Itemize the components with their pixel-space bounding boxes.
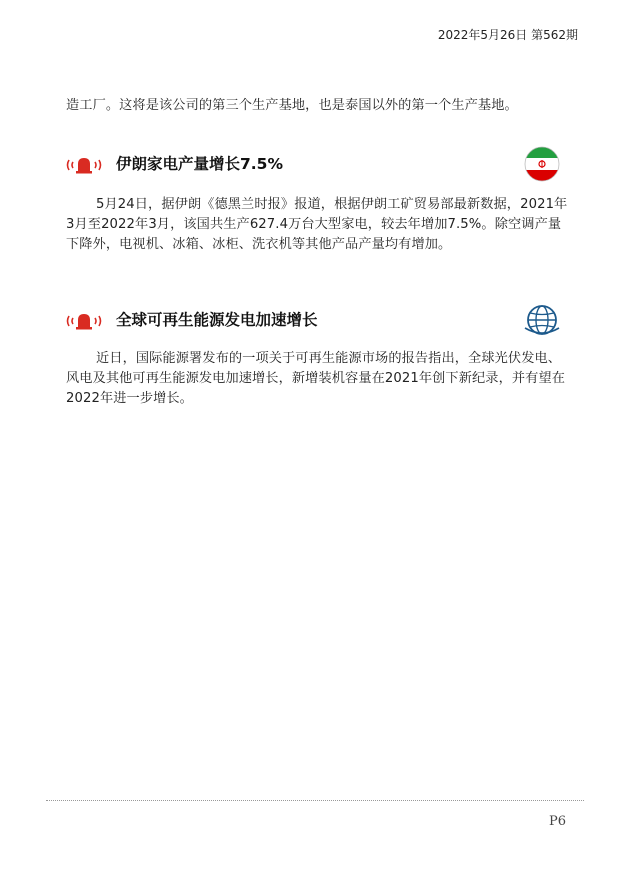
- section-body-renewable: [66, 349, 570, 409]
- section-body-text: 5月24日，据伊朗《德黑兰时报》报道，根据伊朗工矿贸易部最新数据，2021年3月至2022年3月，该国共生产627.4万台大型家电，较去年增加7.5%。除空调产量下降外，电视机、冰箱、冰柜、洗衣机等其他产品产量均有增加。: [66, 197, 568, 252]
- page-number: P6: [548, 814, 566, 829]
- footer-divider: [46, 800, 584, 801]
- section-title: 全球可再生能源发电加速增长: [116, 311, 318, 329]
- globe-icon: [524, 302, 560, 338]
- section-header-iran: [66, 146, 560, 182]
- section-body-text: 近日，国际能源署发布的一项关于可再生能源市场的报告指出，全球光伏发电、风电及其他可再生能源发电加速增长，新增装机容量在2021年创下新纪录，并有望在2022年进一步增长。: [66, 351, 566, 406]
- issue-date-header: 2022年5月26日 第562期: [437, 28, 578, 42]
- intro-paragraph: [66, 96, 570, 116]
- section-title: 伊朗家电产量增长7.5%: [116, 155, 283, 173]
- alarm-bell-icon: [66, 310, 102, 332]
- section-header-renewable: [66, 302, 560, 338]
- alarm-bell-icon: [66, 154, 102, 176]
- section-body-iran: [66, 195, 570, 255]
- iran-flag-icon: [524, 146, 560, 182]
- intro-text: 造工厂。这将是该公司的第三个生产基地，也是泰国以外的第一个生产基地。: [66, 98, 518, 113]
